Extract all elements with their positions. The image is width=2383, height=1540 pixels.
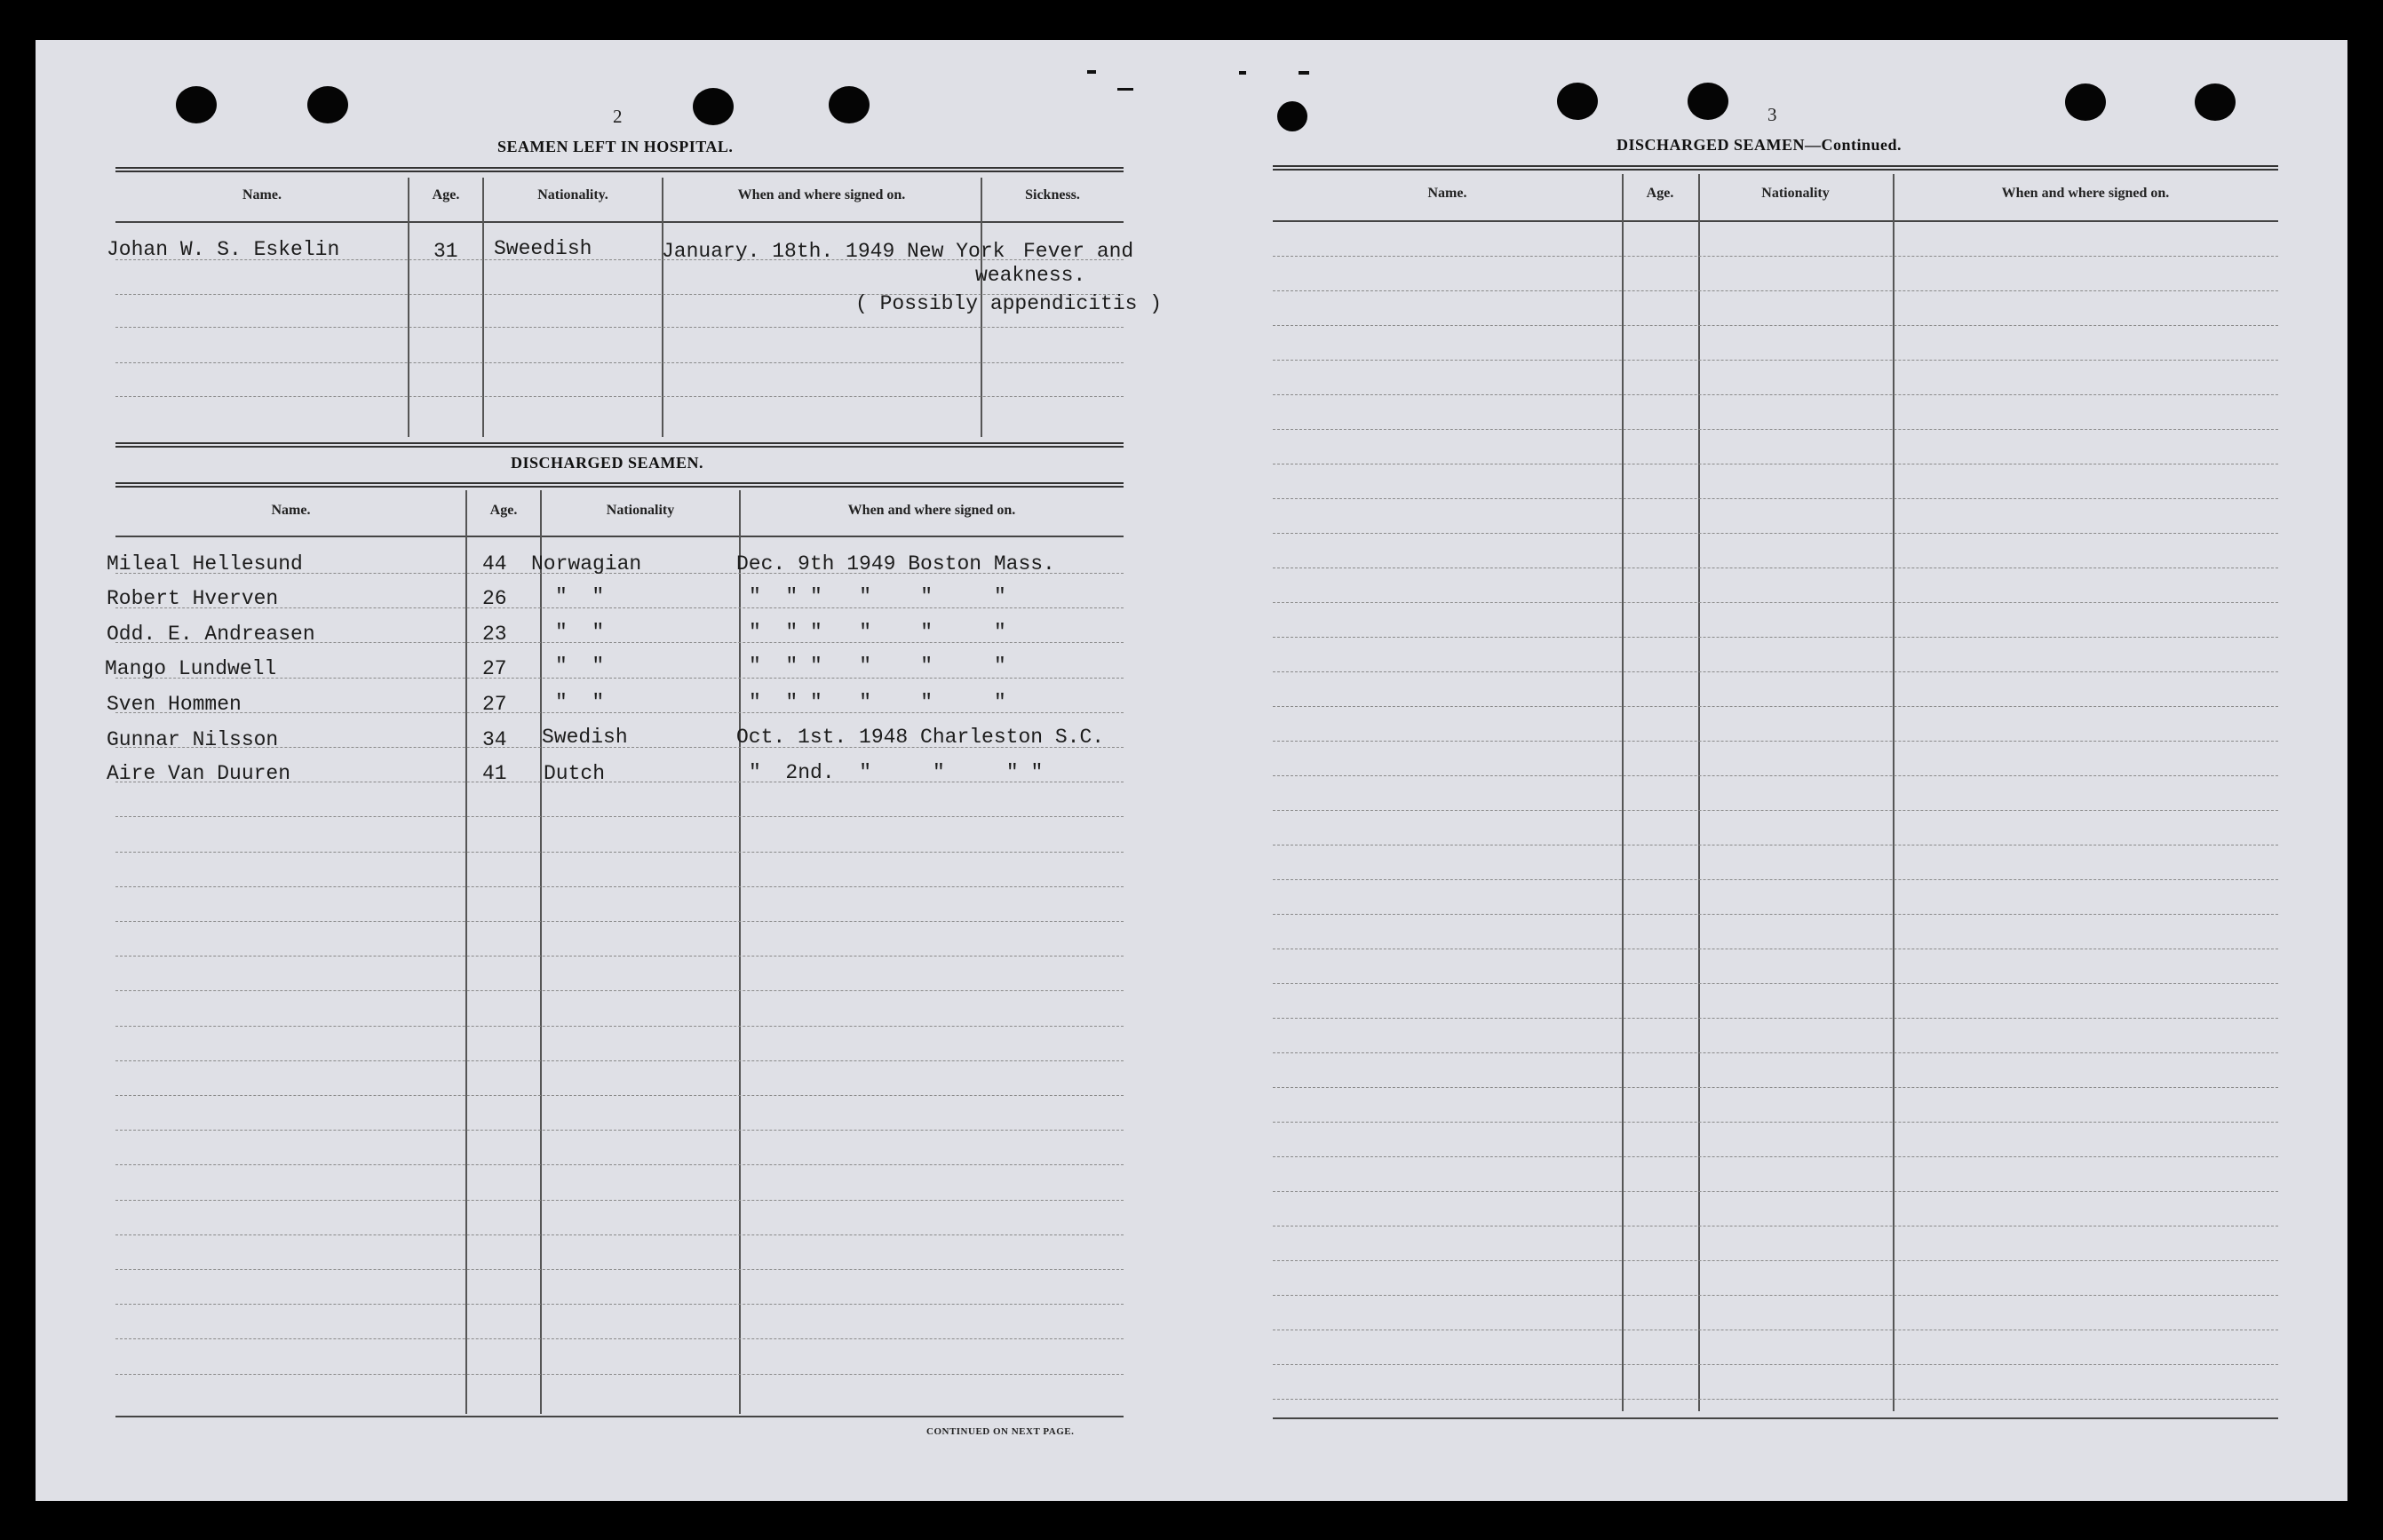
ruled-line [115, 1304, 1124, 1305]
seaman-name: Odd. E. Andreasen [107, 623, 315, 646]
header-rule [115, 536, 1124, 537]
seaman-signed-on: Dec. 9th 1949 Boston Mass. [736, 552, 1055, 576]
ruled-line [115, 816, 1124, 817]
ruled-line [1273, 741, 2278, 742]
ruled-line [115, 1374, 1124, 1375]
ruled-line [1273, 1018, 2278, 1019]
punch-hole [1557, 83, 1598, 120]
ruled-line [115, 1095, 1124, 1096]
ruled-line [1273, 879, 2278, 880]
seaman-signed-on: " " " " " " [749, 655, 1006, 678]
ruled-line [1273, 1399, 2278, 1400]
seaman-age: 27 [482, 657, 507, 680]
ruled-line [1273, 810, 2278, 811]
ruled-line [1273, 914, 2278, 915]
hospital-sickness-note: ( Possibly appendicitis ) [855, 292, 1163, 315]
ruled-line [115, 990, 1124, 991]
ruled-line [115, 886, 1124, 887]
seaman-name: Mileal Hellesund [107, 552, 303, 576]
ruled-line [1273, 706, 2278, 707]
seaman-name: Aire Van Duuren [107, 762, 291, 785]
seaman-nationality: Dutch [544, 762, 606, 785]
ruled-line [115, 921, 1124, 922]
ruled-line [115, 852, 1124, 853]
ruled-line [1273, 498, 2278, 499]
punch-hole [307, 86, 348, 123]
section-title-hospital: SEAMEN LEFT IN HOSPITAL. [497, 138, 734, 155]
ruled-line [1273, 394, 2278, 395]
bottom-rule [1273, 1417, 2278, 1419]
seaman-signed-on: " " " " " " [749, 621, 1006, 644]
page-number: 3 [1767, 104, 1777, 125]
ruled-line [1273, 1156, 2278, 1157]
seaman-signed-on: " " " " " " [749, 691, 1006, 714]
ruled-line [1273, 1052, 2278, 1053]
section-title-discharged: DISCHARGED SEAMEN. [511, 454, 704, 472]
hospital-age: 31 [433, 240, 458, 263]
hospital-name: Johan W. S. Eskelin [107, 238, 340, 261]
column-header-nationality: Nationality [1761, 186, 1830, 201]
ruled-line [1273, 602, 2278, 603]
punch-hole [1688, 83, 1728, 120]
ruled-line [1273, 360, 2278, 361]
ruled-line [1273, 1364, 2278, 1365]
seaman-age: 41 [482, 762, 507, 785]
column-divider [739, 490, 741, 1414]
punch-hole [1277, 101, 1307, 131]
column-header-signed-on: When and where signed on. [847, 503, 1016, 518]
header-rule [115, 221, 1124, 223]
rule [115, 167, 1124, 172]
punch-hole [2195, 83, 2236, 121]
column-header-name: Name. [271, 503, 311, 518]
ruled-line [1273, 983, 2278, 984]
seaman-nationality: " " [555, 691, 605, 714]
ruled-line [115, 327, 1124, 328]
ruled-line [1273, 325, 2278, 326]
column-header-name: Name. [1427, 186, 1467, 201]
ruled-line [115, 1269, 1124, 1270]
hospital-signed-on: January. 18th. 1949 New York [662, 240, 1005, 263]
punch-hole [176, 86, 217, 123]
punch-hole [693, 88, 734, 125]
ruled-line [1273, 533, 2278, 534]
ruled-line [1273, 637, 2278, 638]
ruled-line [1273, 1295, 2278, 1296]
ruled-line [115, 1200, 1124, 1201]
ruled-line [1273, 429, 2278, 430]
seaman-name: Sven Hommen [107, 693, 242, 716]
column-header-sickness: Sickness. [1025, 187, 1080, 202]
column-header-nationality: Nationality [606, 503, 675, 518]
rule [115, 442, 1124, 448]
punch-hole [2065, 83, 2106, 121]
ruled-line [1273, 1122, 2278, 1123]
ruled-line [115, 396, 1124, 397]
ruled-line [115, 362, 1124, 363]
ruled-line [1273, 290, 2278, 291]
ink-speck [1087, 70, 1096, 74]
column-header-name: Name. [242, 187, 282, 202]
ruled-line [115, 1060, 1124, 1061]
column-divider [408, 178, 409, 437]
column-header-signed-on: When and where signed on. [2001, 186, 2170, 201]
rule [1273, 165, 2278, 171]
seaman-signed-on: " " " " " " [749, 585, 1006, 608]
seaman-signed-on: Oct. 1st. 1948 Charleston S.C. [736, 726, 1105, 749]
section-title-discharged-continued: DISCHARGED SEAMEN—Continued. [1616, 136, 1902, 154]
rule [115, 482, 1124, 488]
column-divider [540, 490, 542, 1414]
ruled-line [115, 1338, 1124, 1339]
column-divider [662, 178, 663, 437]
seaman-nationality: Norwagian [531, 552, 642, 576]
bottom-rule [115, 1416, 1124, 1417]
ink-speck [1299, 71, 1309, 75]
punch-hole [829, 86, 870, 123]
column-header-age: Age. [432, 187, 460, 202]
hospital-nationality: Sweedish [494, 237, 592, 260]
seaman-name: Robert Hverven [107, 587, 279, 610]
seaman-name: Gunnar Nilsson [107, 728, 279, 751]
seaman-age: 23 [482, 623, 507, 646]
ink-speck [1239, 71, 1246, 75]
seaman-signed-on: " 2nd. " " " " [749, 761, 1044, 784]
column-header-age: Age. [1646, 186, 1674, 201]
column-divider [465, 490, 467, 1414]
seaman-nationality: " " [555, 621, 605, 644]
continued-note: CONTINUED ON NEXT PAGE. [926, 1426, 1075, 1437]
column-divider [482, 178, 484, 437]
ruled-line [1273, 256, 2278, 257]
column-header-signed-on: When and where signed on. [737, 187, 906, 202]
seaman-nationality: Swedish [542, 726, 628, 749]
seaman-age: 26 [482, 587, 507, 610]
seaman-age: 44 [482, 552, 507, 576]
ruled-line [115, 1164, 1124, 1165]
ruled-line [115, 1234, 1124, 1235]
ink-speck [1117, 88, 1133, 91]
ruled-line [1273, 1260, 2278, 1261]
hospital-sickness: Fever and [1023, 240, 1134, 263]
ruled-line [1273, 1087, 2278, 1088]
ruled-line [115, 1130, 1124, 1131]
column-header-nationality: Nationality. [537, 187, 608, 202]
ruled-line [115, 1026, 1124, 1027]
ruled-line [1273, 1191, 2278, 1192]
seaman-nationality: " " [555, 655, 605, 678]
header-rule [1273, 220, 2278, 222]
column-header-age: Age. [489, 503, 518, 518]
seaman-name: Mango Lundwell [105, 657, 277, 680]
hospital-sickness: weakness. [975, 264, 1086, 287]
ruled-line [1273, 671, 2278, 672]
seaman-age: 34 [482, 728, 507, 751]
page-number: 2 [613, 106, 623, 127]
ruled-line [115, 956, 1124, 957]
seaman-nationality: " " [555, 585, 605, 608]
ruled-line [1273, 775, 2278, 776]
seaman-age: 27 [482, 693, 507, 716]
